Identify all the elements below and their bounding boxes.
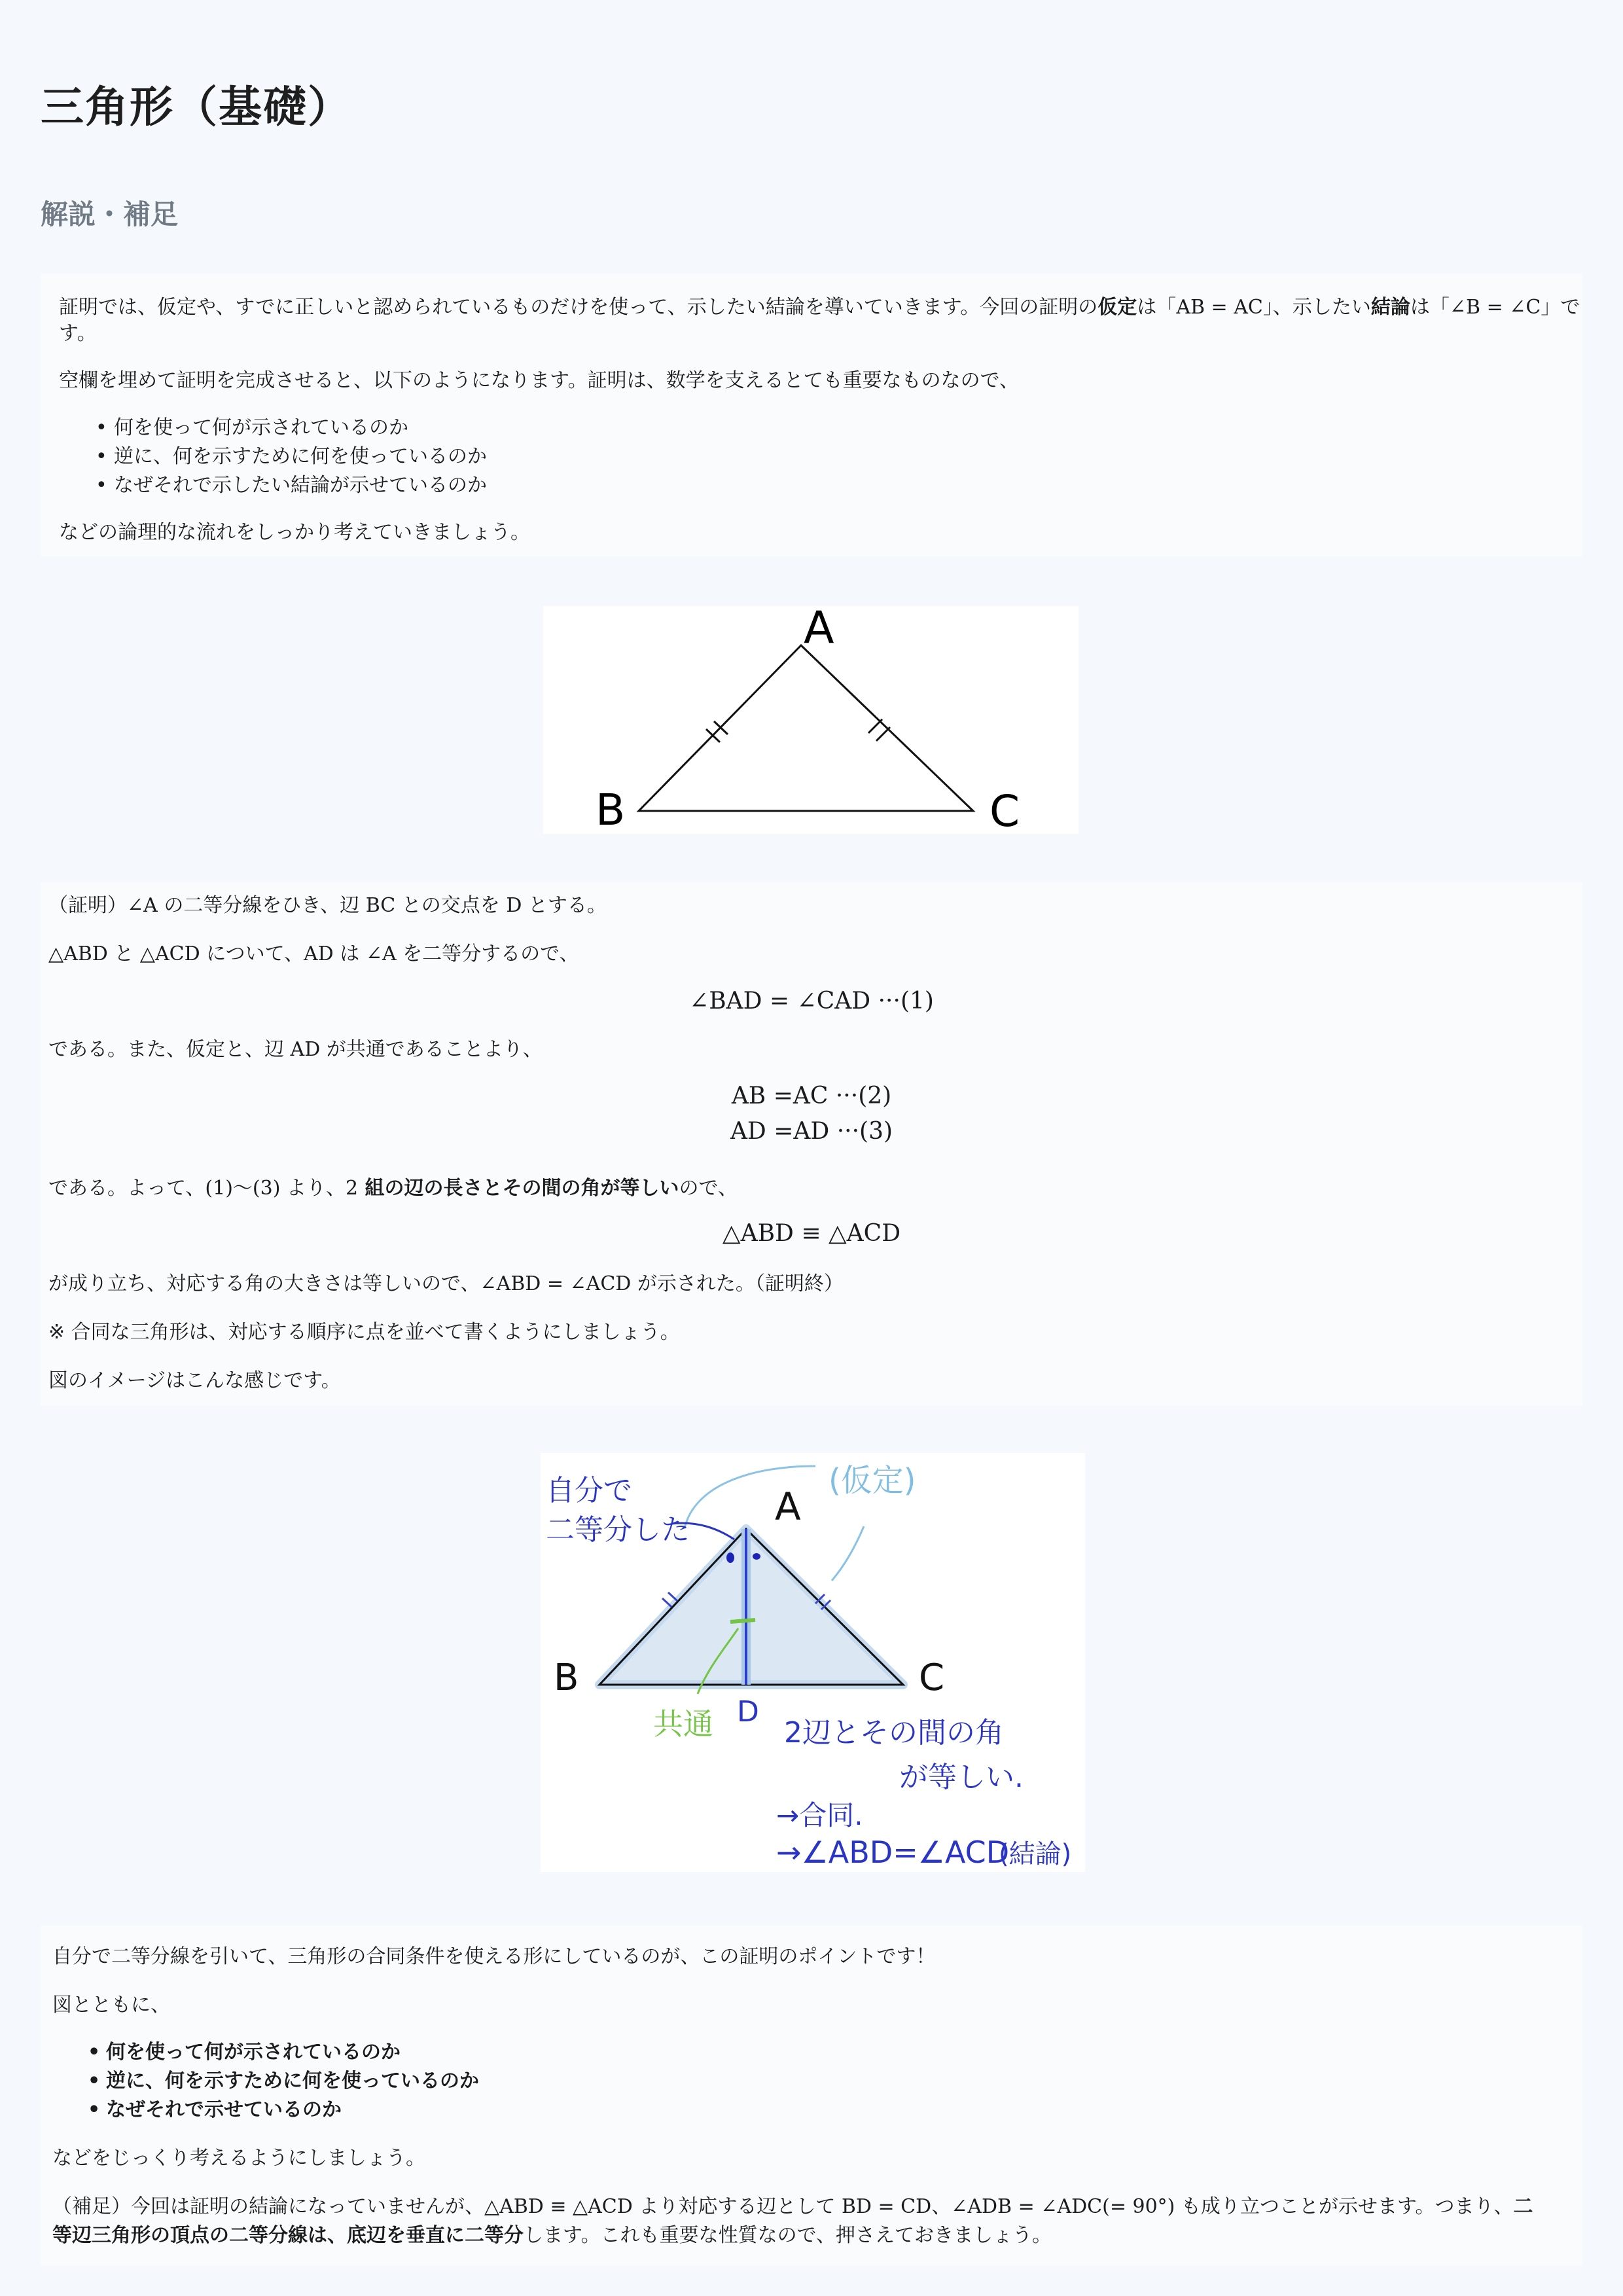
bold-term-assumption: 仮定: [1097, 296, 1137, 319]
math-triangle-acd: △ACD: [139, 942, 200, 965]
bold-congruence-condition: 組の辺の長さとその間の角が等しい: [358, 1177, 679, 1200]
proof-line-2: [48, 940, 579, 969]
summary-paragraph-1: 自分で二等分線を引いて、三角形の合同条件を使える形にしているのが、この証明のポイントです！: [52, 1945, 936, 1968]
note-sas-2: が等しい.: [899, 1761, 1024, 1794]
text-span: について、: [200, 942, 304, 965]
proof-line-4: [48, 1174, 738, 1203]
note-conclusion: →∠ABD=∠ACD: [776, 1835, 1010, 1870]
vertex-label-c: C: [990, 786, 1020, 834]
equation-3: AD =AD ···(3): [730, 1118, 893, 1145]
math-angle-a: ∠A: [365, 942, 397, 965]
note-congruent: →合同.: [776, 1799, 863, 1831]
intro-paragraph-3: などの論理的な流れをしっかり考えていきましょう。: [59, 521, 530, 544]
intro-bullet-3: • なぜそれで示したい結論が示せているのか: [114, 471, 487, 500]
angle-mark-right: [753, 1553, 760, 1560]
text-span: とする。: [522, 894, 607, 917]
text-span: との交点を: [395, 894, 507, 917]
handwritten-proof-figure: [541, 1453, 1085, 1872]
text-span: 」で: [1541, 296, 1580, 319]
text-span: の二等分線をひき、辺: [157, 894, 366, 917]
text-span: である。よって、: [48, 1177, 205, 1200]
math-ref-1: (1): [205, 1177, 233, 1200]
note-assumption: (仮定): [829, 1462, 916, 1499]
triangle-abc-drawing: [543, 606, 1079, 834]
text-span: が示された。（証明終）: [631, 1272, 844, 1295]
vertex-label-a: A: [804, 606, 834, 654]
text-span: である。また、仮定と、辺: [48, 1038, 291, 1061]
text-span: （証明）: [48, 894, 127, 917]
text-span: は: [333, 942, 366, 965]
text-span: も成り立つことが示せます。つまり、: [1175, 2195, 1514, 2218]
text-span: 証明では、仮定や、すでに正しいと認められているものだけを使って、示したい結論を導いていきます。今回の証明の: [59, 296, 1098, 319]
text-span: が共通であることより、: [320, 1038, 543, 1061]
vertex-label-a: A: [775, 1484, 801, 1529]
text-span: ので、: [679, 1177, 738, 1200]
intro-bullet-2: • 逆に、何を示すために何を使っているのか: [114, 442, 487, 471]
math-side-ad: AD: [290, 1038, 321, 1061]
section-subtitle: 解説・補足: [41, 198, 179, 230]
text-span: 〜: [232, 1177, 253, 1200]
math-triangle-abd: △ABD: [48, 942, 108, 965]
note-sas-1: 2辺とその間の角: [784, 1716, 1004, 1749]
page-title: 三角形（基礎）: [41, 82, 352, 132]
point-label-d: D: [737, 1695, 759, 1729]
math-assumption: AB = AC: [1176, 296, 1263, 319]
bold-term-conclusion: 結論: [1370, 296, 1410, 319]
math-right-angle: ∠ADB = ∠ADC(= 90°): [951, 2195, 1175, 2218]
supplement-line-2: [52, 2221, 1052, 2250]
bold-property-start: 二: [1513, 2195, 1533, 2218]
proof-line-5: [48, 1270, 844, 1299]
common-side-mark: [730, 1620, 755, 1622]
math-point-d: D: [506, 894, 522, 917]
intro-bullet-1: • 何を使って何が示されているのか: [114, 414, 408, 442]
intro-paragraph-1: [59, 293, 1580, 322]
summary-box: [41, 1926, 1582, 2266]
math-ref-3: (3): [252, 1177, 281, 1200]
supplement-line-1: [52, 2193, 1533, 2221]
image-intro: 図のイメージはこんな感じです。: [48, 1369, 341, 1392]
text-span: と: [107, 942, 140, 965]
text-span: 」、示したい: [1262, 296, 1371, 319]
text-span: は「: [1137, 296, 1177, 319]
proof-note: ※ 合同な三角形は、対応する順序に点を並べて書くようにしましょう。: [48, 1321, 680, 1344]
equation-2: AB =AC ···(2): [731, 1083, 892, 1109]
assumption-arrow-right: [832, 1526, 864, 1581]
triangle-abc: [639, 645, 973, 811]
summary-bullet-1: • 何を使って何が示されているのか: [106, 2038, 401, 2067]
text-span: は「: [1410, 296, 1450, 319]
intro-box: [41, 274, 1582, 556]
math-number-2: 2: [345, 1177, 359, 1200]
summary-paragraph-2: 図とともに、: [52, 1994, 170, 2017]
math-congruence: △ABD ≡ △ACD: [484, 2195, 633, 2218]
isosceles-triangle-figure: [543, 606, 1079, 834]
math-conclusion: ∠B = ∠C: [1449, 296, 1541, 319]
summary-bullet-3: • なぜそれで示せているのか: [106, 2096, 342, 2125]
math-angle-equality: ∠ABD = ∠ACD: [480, 1272, 632, 1295]
note-common: 共通: [653, 1706, 713, 1742]
text-span: より対応する辺として: [632, 2195, 842, 2218]
proof-line-3: [48, 1035, 543, 1064]
equation-4: △ABD ≡ △ACD: [722, 1220, 901, 1247]
math-side-bc: BC: [365, 894, 396, 917]
note-conclusion-tag: (結論): [999, 1839, 1072, 1869]
math-bd-cd: BD = CD: [841, 2195, 932, 2218]
text-span: します。これも重要な性質なので、押さえておきましょう。: [524, 2224, 1052, 2247]
text-span: を二等分するので、: [396, 942, 579, 965]
handwritten-diagram: [541, 1453, 1085, 1872]
math-angle-a: ∠A: [127, 894, 158, 917]
proof-box: [41, 882, 1582, 1406]
vertex-label-b: B: [554, 1657, 579, 1699]
angle-mark-left: [726, 1552, 734, 1563]
summary-paragraph-3: などをじっくり考えるようにしましょう。: [52, 2147, 425, 2170]
bold-property: 等辺三角形の頂点の二等分線は、底辺を垂直に二等分: [52, 2224, 524, 2247]
triangle-fill: [599, 1529, 903, 1685]
intro-paragraph-2: 空欄を埋めて証明を完成させると、以下のようになります。証明は、数学を支えるとても重要なものなので、: [59, 369, 1019, 392]
text-span: より、: [280, 1177, 346, 1200]
vertex-label-b: B: [596, 785, 626, 834]
vertex-label-c: C: [919, 1657, 945, 1699]
equal-tick-ac: [868, 719, 890, 741]
summary-bullet-2: • 逆に、何を示すために何を使っているのか: [106, 2067, 479, 2096]
equation-1: ∠BAD = ∠CAD ···(1): [689, 988, 934, 1014]
note-self-bisected-1: 自分で: [546, 1474, 632, 1507]
math-side-ad: AD: [304, 942, 334, 965]
text-span: （補足）今回は証明の結論になっていませんが、: [52, 2195, 484, 2218]
note-self-bisected-2: 二等分した: [546, 1513, 690, 1547]
intro-paragraph-1-wrap: す。: [59, 322, 97, 345]
proof-line-1: [48, 891, 607, 920]
text-span: が成り立ち、対応する角の大きさは等しいので、: [48, 1272, 480, 1295]
text-span: 、: [931, 2195, 952, 2218]
